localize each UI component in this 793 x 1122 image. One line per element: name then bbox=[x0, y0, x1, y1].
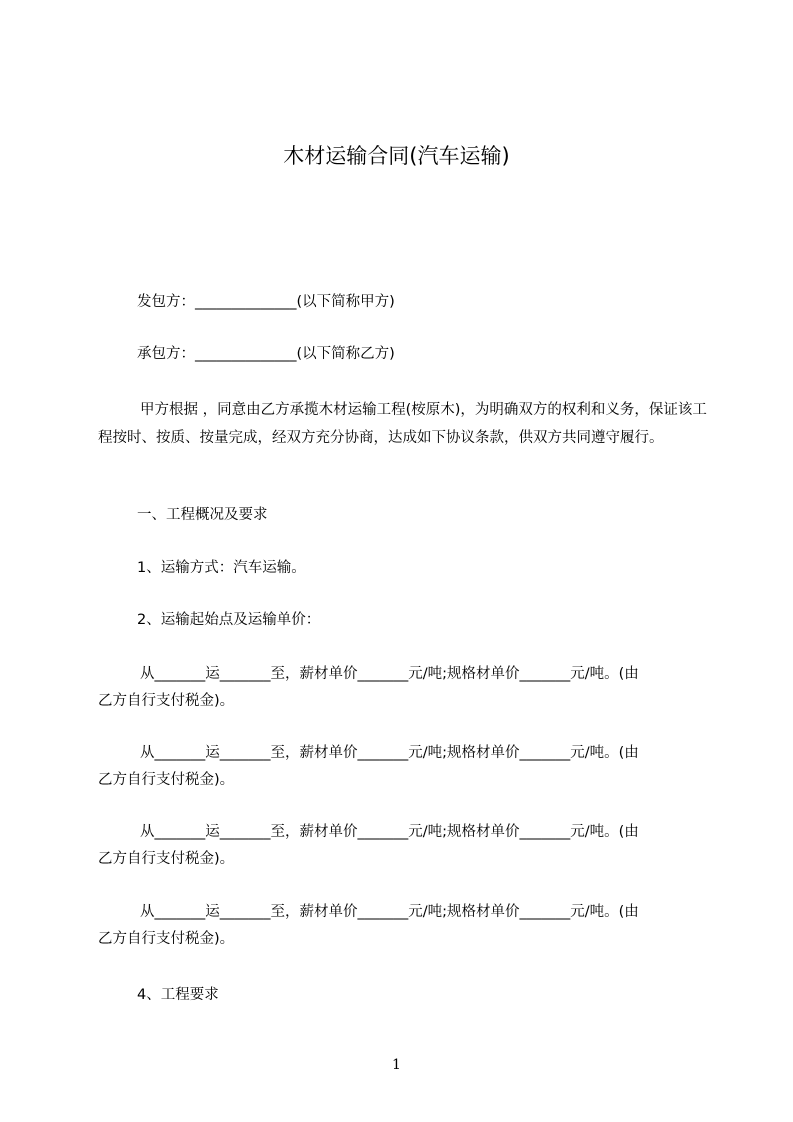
price-row bbox=[98, 899, 710, 953]
price-row bbox=[98, 740, 710, 794]
price-row-line: 从_______运_______至，薪材单价_______元/吨;规格材单价_______元/吨。(由 bbox=[140, 666, 639, 682]
price-row-line: 乙方自行支付税金)。 bbox=[98, 851, 235, 867]
price-row-line: 乙方自行支付税金)。 bbox=[98, 931, 235, 947]
price-row-line: 从_______运_______至，薪材单价_______元/吨;规格材单价_______元/吨。(由 bbox=[140, 824, 639, 840]
intro-paragraph: 甲方根据 ，同意由乙方承揽木材运输工程(桉原木)，为明确双方的权利和义务，保证该工程按时、按质、按量完成，经双方充分协商，达成如下协议条款，供双方共同遵守履行。 bbox=[98, 402, 707, 446]
list-item: 2、运输起始点及运输单价： bbox=[137, 612, 321, 628]
price-row-line: 从_______运_______至，薪材单价_______元/吨;规格材单价_______元/吨。(由 bbox=[140, 904, 639, 920]
section-heading: 一、工程概况及要求 bbox=[137, 507, 268, 523]
party-a-line: 发包方：______________(以下简称甲方) bbox=[137, 294, 395, 310]
price-row bbox=[98, 661, 710, 715]
party-b-line: 承包方：______________(以下简称乙方) bbox=[137, 346, 395, 362]
contract-title: 木材运输合同(汽车运输) bbox=[283, 144, 510, 168]
page-number: 1 bbox=[392, 1057, 401, 1073]
price-row-line: 从_______运_______至，薪材单价_______元/吨;规格材单价_______元/吨。(由 bbox=[140, 745, 639, 761]
price-row-line: 乙方自行支付税金)。 bbox=[98, 693, 235, 709]
price-row-line: 乙方自行支付税金)。 bbox=[98, 772, 235, 788]
list-item: 1、运输方式：汽车运输。 bbox=[137, 560, 306, 576]
list-item: 4、工程要求 bbox=[137, 987, 219, 1003]
price-row bbox=[98, 819, 710, 873]
